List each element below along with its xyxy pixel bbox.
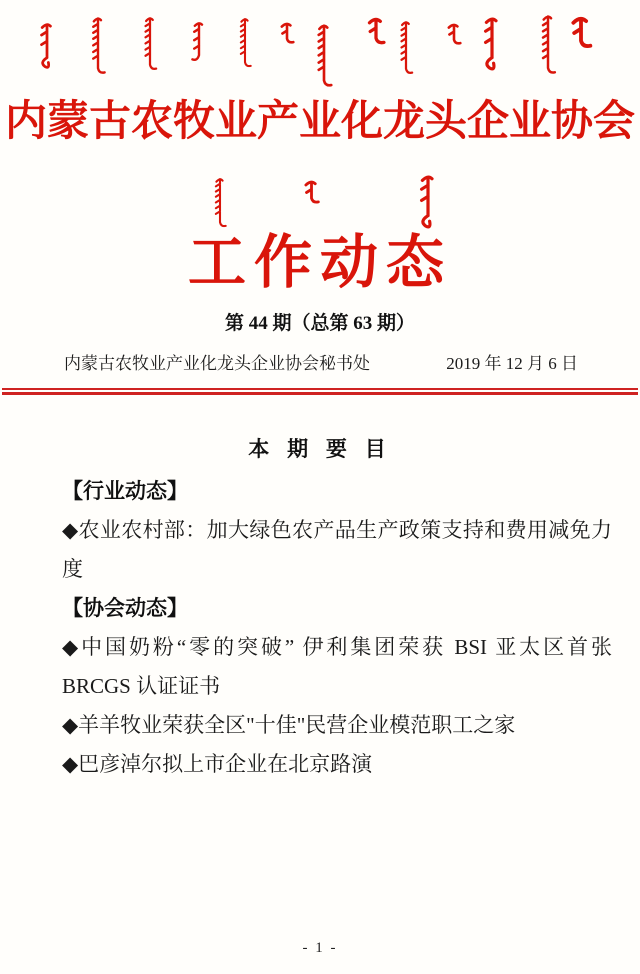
publisher-row — [0, 353, 640, 375]
mongolian-script-subtitle-icon — [0, 174, 640, 232]
toc-item: ◆巴彦淖尔拟上市企业在北京路演 — [62, 752, 373, 776]
bulletin-page — [0, 14, 640, 974]
toc-item: ◆中国奶粉“零的突破” 伊利集团荣获 BSI 亚太区首张 BRCGS 认证证书 — [62, 635, 612, 698]
issue-number: 第 44 期（总第 63 期） — [224, 313, 415, 334]
header-divider — [2, 388, 638, 395]
mongolian-script-top-icon — [10, 14, 630, 94]
toc-section-title-association: 【协会动态】 — [62, 597, 188, 620]
bulletin-title: 工作动态 — [187, 230, 452, 295]
toc-heading: 本 期 要 目 — [248, 438, 392, 461]
publisher-name: 内蒙古农牧业产业化龙头企业协会秘书处 — [64, 354, 370, 373]
publish-date: 2019 年 12 月 6 日 — [446, 354, 578, 373]
divider-thick-line — [2, 392, 638, 395]
org-name-title: 内蒙古农牧业产业化龙头企业协会 — [4, 99, 635, 145]
toc-section-title-industry: 【行业动态】 — [62, 480, 188, 503]
toc-item: ◆农业农村部：加大绿色农产品生产政策支持和费用减免力度 — [62, 518, 612, 581]
toc-list — [0, 472, 640, 784]
page-number: - 1 - — [302, 940, 338, 956]
toc-item: ◆羊羊牧业荣获全区"十佳"民营企业模范职工之家 — [62, 713, 516, 737]
